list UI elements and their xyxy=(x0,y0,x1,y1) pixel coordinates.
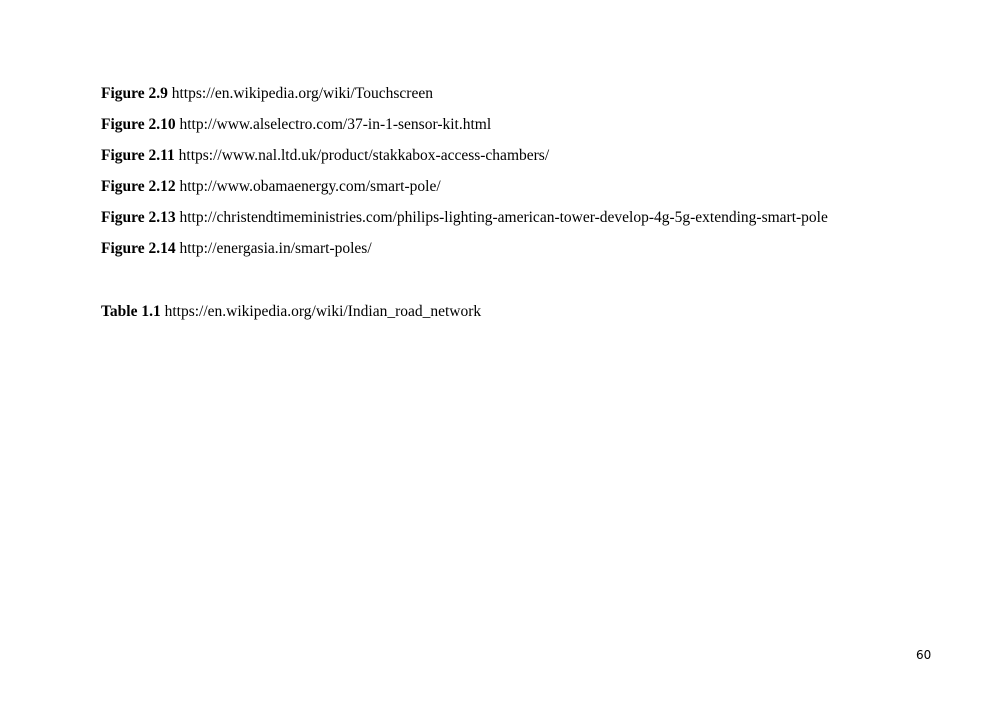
figure-reference-label: Figure 2.12 xyxy=(101,178,176,195)
table-reference-label: Table 1.1 xyxy=(101,303,161,320)
table-reference-url: https://en.wikipedia.org/wiki/Indian_road_network xyxy=(164,303,482,320)
figure-reference-label: Figure 2.11 xyxy=(101,147,175,164)
figure-reference-url: http://www.obamaenergy.com/smart-pole/ xyxy=(179,178,441,195)
figure-reference-item xyxy=(101,115,961,134)
figure-reference-item xyxy=(101,84,961,103)
page-number: 60 xyxy=(916,648,932,662)
figure-reference-url: https://www.nal.ltd.uk/product/stakkabox-access-chambers/ xyxy=(178,147,550,164)
figure-reference-item xyxy=(101,177,961,196)
figure-reference-label: Figure 2.14 xyxy=(101,240,176,257)
figure-reference-item xyxy=(101,146,961,165)
figure-reference-url: http://christendtimeministries.com/philips-lighting-american-tower-develop-4g-5g-extending-smart-pole xyxy=(179,209,828,226)
table-reference-item xyxy=(101,302,961,321)
table-references-list xyxy=(101,302,961,333)
figure-reference-url: http://www.alselectro.com/37-in-1-sensor-kit.html xyxy=(179,116,492,133)
figure-reference-label: Figure 2.9 xyxy=(101,85,168,102)
figure-reference-url: https://en.wikipedia.org/wiki/Touchscreen xyxy=(171,85,433,102)
figure-reference-url: http://energasia.in/smart-poles/ xyxy=(179,240,372,257)
figure-reference-item xyxy=(101,208,961,227)
figure-references-list xyxy=(101,84,961,270)
figure-reference-item xyxy=(101,239,961,258)
figure-reference-label: Figure 2.13 xyxy=(101,209,176,226)
figure-reference-label: Figure 2.10 xyxy=(101,116,176,133)
